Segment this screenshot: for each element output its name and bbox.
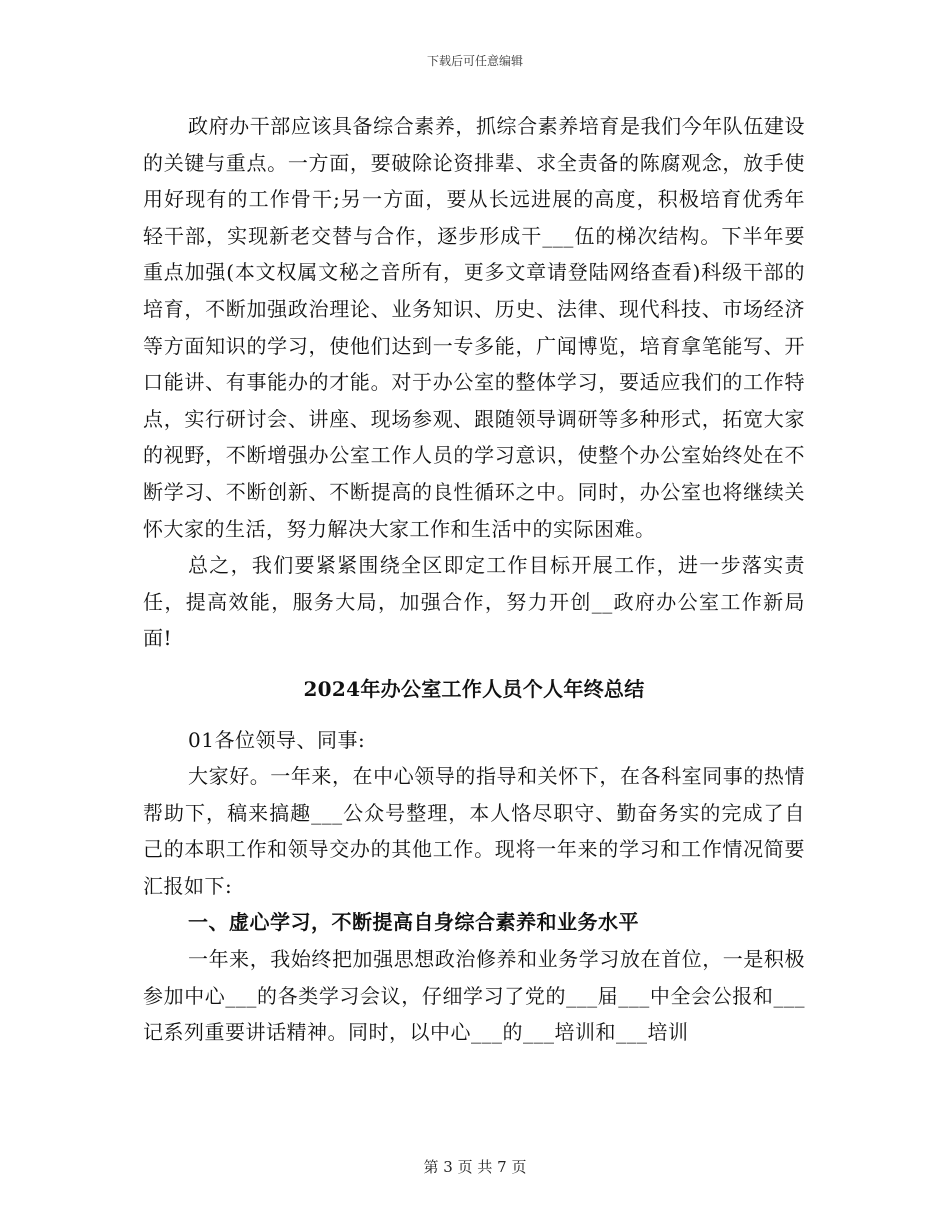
page-footer: 第 3 页 共 7 页 bbox=[423, 1158, 527, 1176]
paragraph-study: 一年来，我始终把加强思想政治修养和业务学习放在首位，一是积极参加中心___的各类学习会议，仔细学习了党的___届___中全会公报和___记系列重要讲话精神。同时，以中心___的___培训和___培训 bbox=[143, 947, 805, 1045]
paragraph-conclusion: 总之，我们要紧紧围绕全区即定工作目标开展工作，进一步落实责任，提高效能，服务大局，加强合作，努力开创__政府办公室工作新局面! bbox=[143, 553, 805, 651]
paragraph-intro: 大家好。一年来，在中心领导的指导和关怀下，在各科室同事的热情帮助下，稿来搞趣___公众号整理，本人恪尽职守、勤奋务实的完成了自己的本职工作和领导交办的其他工作。现将一年来的学习和工作情况简要汇报如下: bbox=[143, 764, 805, 898]
document-title: 2024年办公室工作人员个人年终总结 bbox=[303, 676, 645, 701]
paragraph-salutation: 01各位领导、同事: bbox=[188, 727, 366, 752]
paragraph-cadre-training: 政府办干部应该具备综合素养，抓综合素养培育是我们今年队伍建设的关键与重点。一方面，要破除论资排辈、求全责备的陈腐观念，放手使用好现有的工作骨干;另一方面，要从长远进展的高度，积极培育优秀年轻干部，实现新老交替与合作，逐步形成干___伍的梯次结构。下半年要重点加强(本文权属文秘之音所有，更多文章请登陆网络查看)科级干部的培育，不断加强政治理论、业务知识、历史、法律、现代科技、市场经济等方面知识的学习，使他们达到一专多能，广闻博览，培育拿笔能写、开口能讲、有事能办的才能。对于办公室的整体学习，要适应我们的工作特点，实行研讨会、讲座、现场参观、跟随领导调研等多种形式，拓宽大家的视野，不断增强办公室工作人员的学习意识，使整个办公室始终处在不断学习、不断创新、不断提高的良性循环之中。同时，办公室也将继续关怀大家的生活，努力解决大家工作和生活中的实际困难。 bbox=[143, 114, 805, 541]
section-heading-1: 一、虚心学习，不断提高自身综合素养和业务水平 bbox=[188, 910, 639, 935]
page-header: 下载后可任意编辑 bbox=[426, 54, 523, 68]
document-body bbox=[143, 108, 805, 1051]
